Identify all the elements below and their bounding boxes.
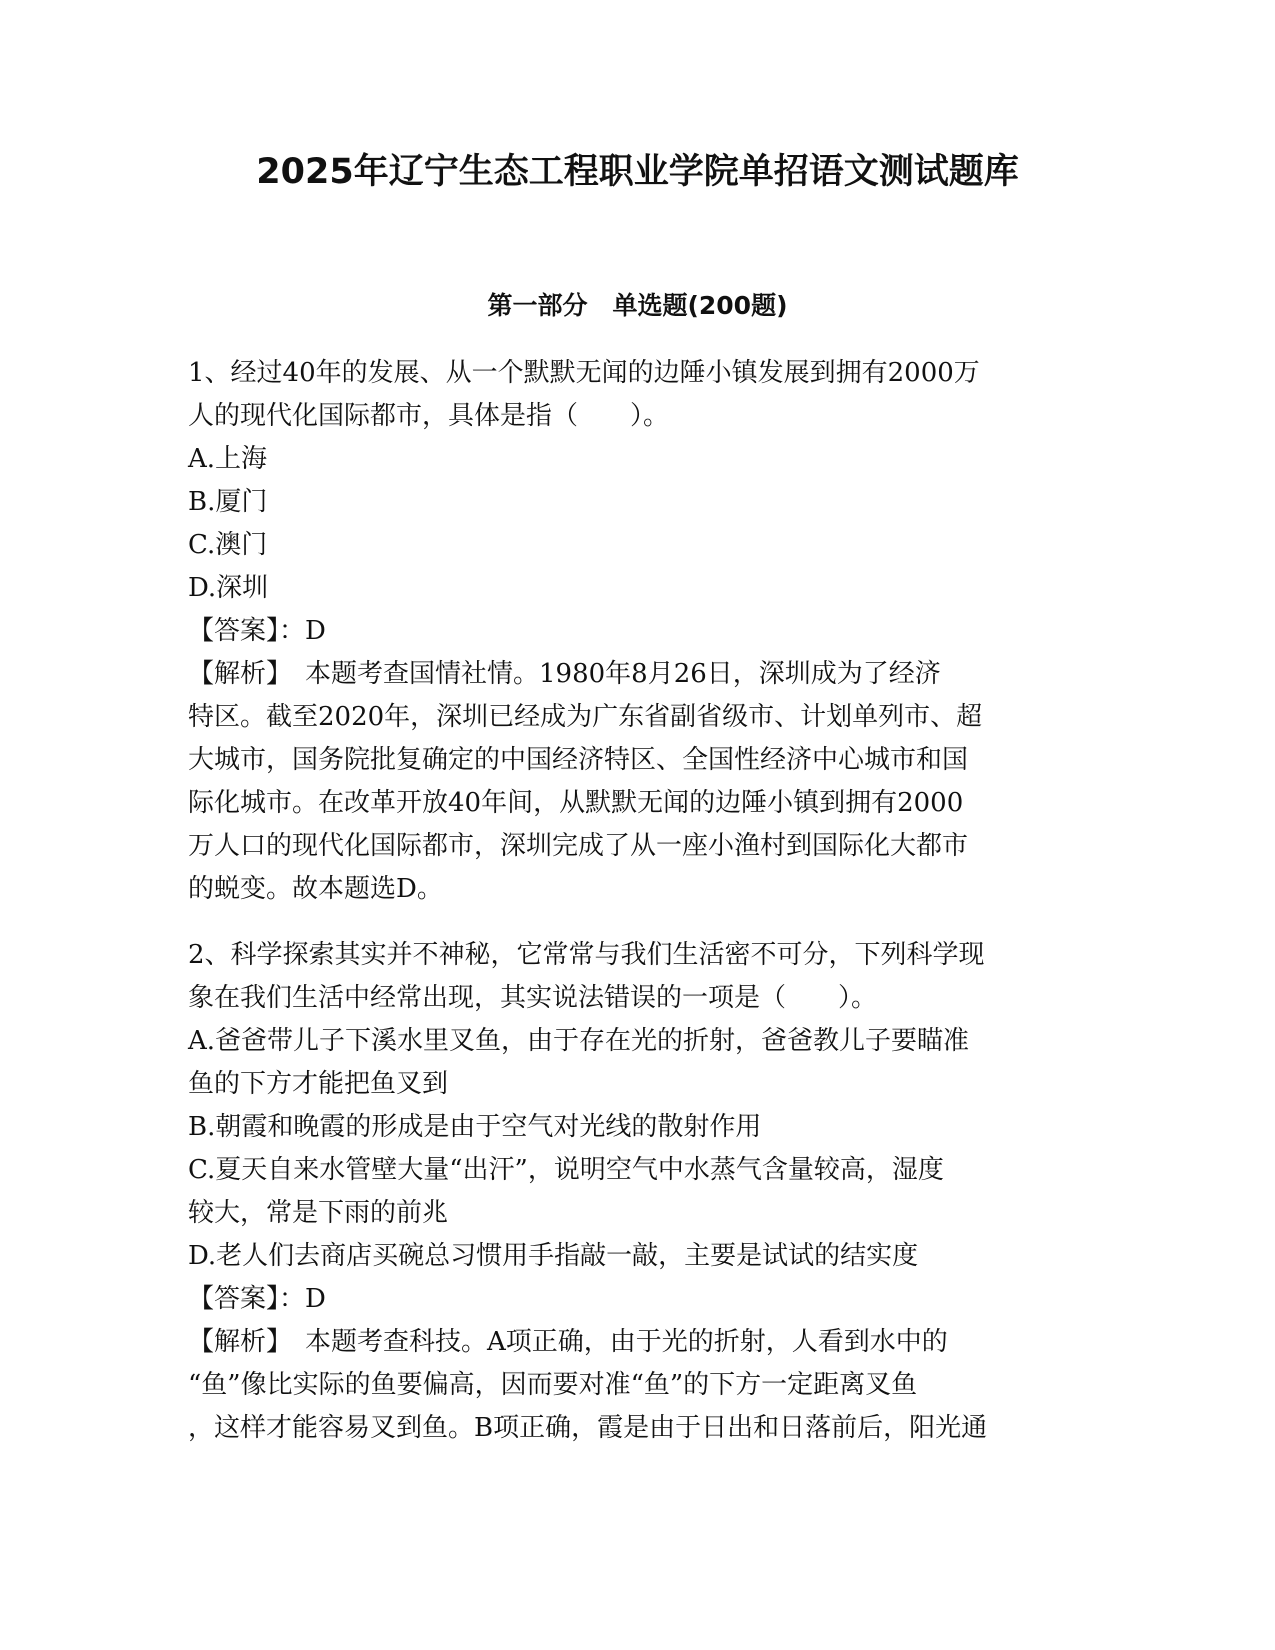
option-c: C.澳门 bbox=[188, 530, 268, 560]
answer-line: 【答案】：D bbox=[188, 1284, 326, 1314]
document-title: 2025年辽宁生态工程职业学院单招语文测试题库 bbox=[256, 152, 1019, 192]
option-d: D.深圳 bbox=[188, 573, 269, 603]
analysis-line: 万人口的现代化国际都市，深圳完成了从一座小渔村到国际化大都市 bbox=[188, 831, 969, 861]
analysis-line: “鱼”像比实际的鱼要偏高，因而要对准“鱼”的下方一定距离叉鱼 bbox=[188, 1370, 918, 1400]
question-stem-line: 1、经过40年的发展、从一个默默无闻的边陲小镇发展到拥有2000万 bbox=[188, 358, 980, 388]
option-a: A.上海 bbox=[188, 444, 268, 474]
analysis-line: 大城市，国务院批复确定的中国经济特区、全国性经济中心城市和国 bbox=[188, 745, 969, 775]
analysis-line: ，这样才能容易叉到鱼。B项正确，霞是由于日出和日落前后，阳光通 bbox=[188, 1413, 988, 1443]
option-b: B.朝霞和晚霞的形成是由于空气对光线的散射作用 bbox=[188, 1112, 762, 1142]
answer-line: 【答案】：D bbox=[188, 616, 326, 646]
option-c-continued: 较大，常是下雨的前兆 bbox=[188, 1198, 449, 1228]
option-a: A.爸爸带儿子下溪水里叉鱼，由于存在光的折射，爸爸教儿子要瞄准 bbox=[188, 1026, 970, 1056]
question-stem-line: 象在我们生活中经常出现，其实说法错误的一项是（ ）。 bbox=[188, 983, 878, 1013]
question-stem-line: 人的现代化国际都市，具体是指（ ）。 bbox=[188, 401, 670, 431]
analysis-line: 【解析】 本题考查国情社情。1980年8月26日，深圳成为了经济 bbox=[188, 659, 941, 689]
analysis-line: 际化城市。在改革开放40年间，从默默无闻的边陲小镇到拥有2000 bbox=[188, 788, 964, 818]
question-2 bbox=[188, 934, 1082, 1450]
option-b: B.厦门 bbox=[188, 487, 268, 517]
section-title: 第一部分 单选题(200题) bbox=[487, 291, 788, 320]
analysis-line: 特区。截至2020年，深圳已经成为广东省副省级市、计划单列市、超 bbox=[188, 702, 983, 732]
option-d: D.老人们去商店买碗总习惯用手指敲一敲，主要是试试的结实度 bbox=[188, 1241, 919, 1271]
question-stem-line: 2、科学探索其实并不神秘，它常常与我们生活密不可分，下列科学现 bbox=[188, 940, 985, 970]
option-a-continued: 鱼的下方才能把鱼叉到 bbox=[188, 1069, 449, 1099]
option-c: C.夏天自来水管壁大量“出汗”，说明空气中水蒸气含量较高，湿度 bbox=[188, 1155, 944, 1185]
analysis-line: 的蜕变。故本题选D。 bbox=[188, 874, 443, 904]
question-1 bbox=[188, 352, 1082, 911]
analysis-line: 【解析】 本题考查科技。A项正确，由于光的折射，人看到水中的 bbox=[188, 1327, 948, 1357]
